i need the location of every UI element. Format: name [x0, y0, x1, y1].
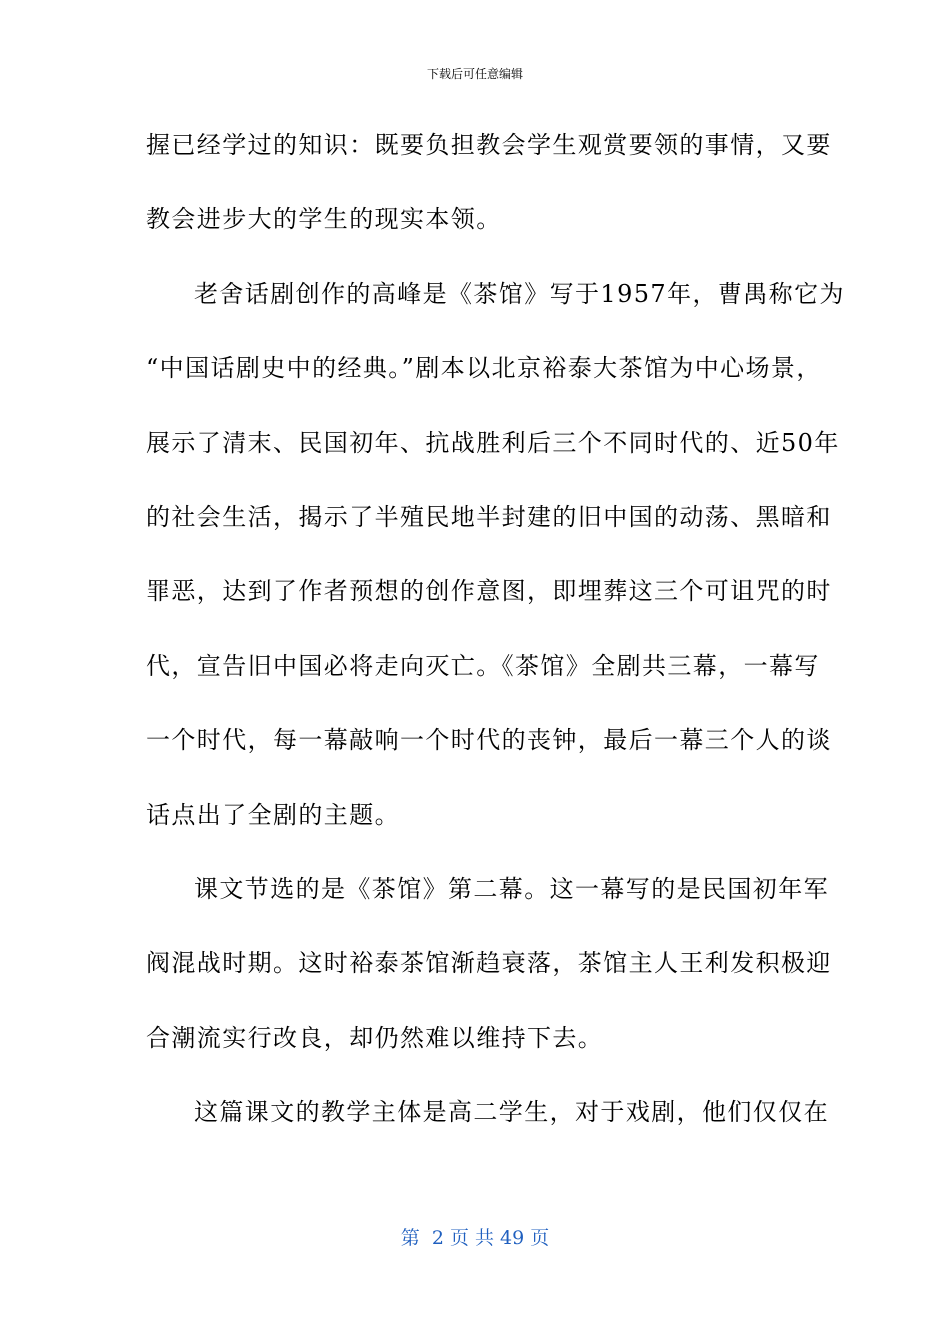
text-line-3: 老舍话剧创作的高峰是《茶馆》写于1957年，曹禺称它为	[194, 279, 845, 308]
text-line-6: 的社会生活，揭示了半殖民地半封建的旧中国的动荡、黑暗和	[146, 502, 832, 531]
page-header: 下载后可任意编辑	[426, 67, 523, 81]
text-line-4: “中国话剧史中的经典。”剧本以北京裕泰大茶馆为中心场景，	[146, 354, 822, 383]
text-line-1: 握已经学过的知识：既要负担教会学生观赏要领的事情，又要	[146, 131, 832, 159]
text-line-12: 阀混战时期。这时裕泰茶馆渐趋衰落，茶馆主人王利发积极迎	[146, 949, 832, 978]
page-number-footer: 第 2 页 共 49 页	[400, 1227, 550, 1249]
text-line-5: 展示了清末、民国初年、抗战胜利后三个不同时代的、近50年	[146, 428, 840, 457]
text-line-13: 合潮流实行改良，却仍然难以维持下去。	[146, 1023, 604, 1052]
text-line-10: 话点出了全剧的主题。	[146, 800, 400, 829]
text-line-9: 一个时代，每一幕敲响一个时代的丧钟，最后一幕三个人的谈	[146, 726, 832, 755]
text-line-11: 课文节选的是《茶馆》第二幕。这一幕写的是民国初年军	[194, 874, 829, 903]
text-line-2: 教会进步大的学生的现实本领。	[146, 205, 502, 234]
text-line-7: 罪恶，达到了作者预想的创作意图，即埋葬这三个可诅咒的时	[146, 577, 832, 606]
text-line-8: 代，宣告旧中国必将走向灭亡。《茶馆》全剧共三幕，一幕写	[146, 651, 820, 680]
text-line-14: 这篇课文的教学主体是高二学生，对于戏剧，他们仅仅在	[194, 1098, 829, 1127]
document-body	[146, 108, 845, 1149]
